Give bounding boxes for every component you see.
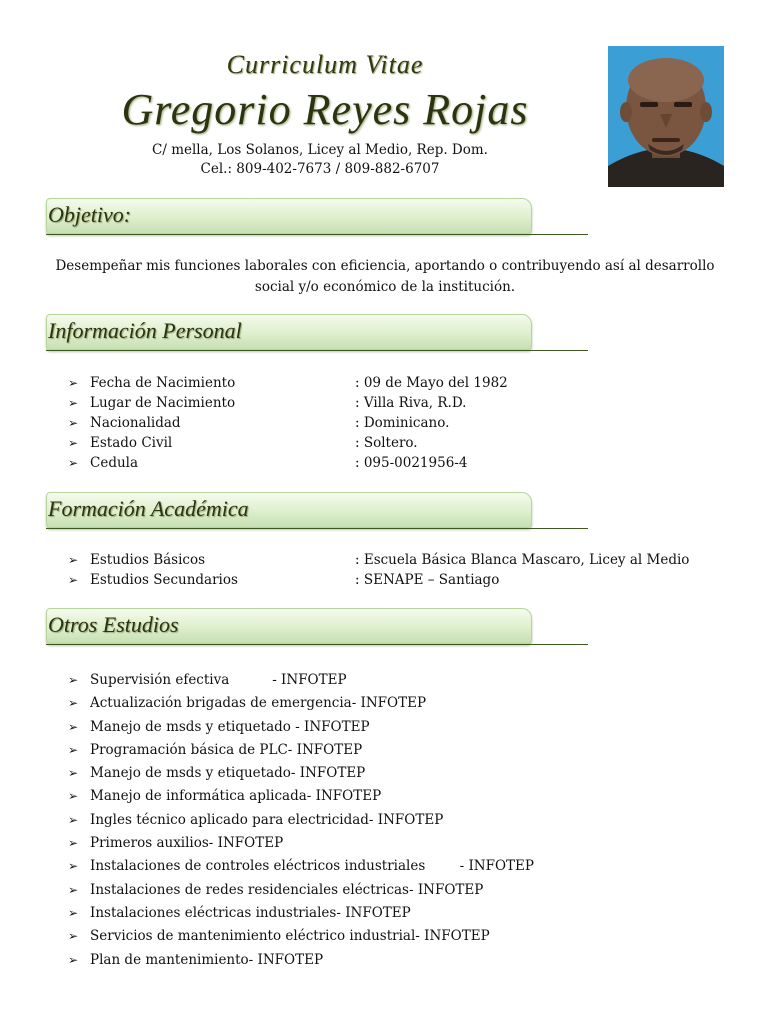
list-item bbox=[68, 925, 534, 948]
study-item: Programación básica de PLC- INFOTEP bbox=[90, 741, 363, 758]
list-item bbox=[68, 716, 534, 739]
list-item bbox=[68, 785, 534, 808]
arrowhead-bullet-icon: ➢ bbox=[68, 952, 79, 967]
list-item bbox=[68, 949, 534, 972]
arrowhead-bullet-icon: ➢ bbox=[68, 416, 79, 430]
list-item bbox=[68, 550, 690, 570]
arrowhead-bullet-icon: ➢ bbox=[68, 376, 79, 390]
arrowhead-bullet-icon: ➢ bbox=[68, 836, 79, 851]
section-title-informacion-personal: Información Personal bbox=[48, 318, 242, 343]
item-label: Fecha de Nacimiento bbox=[90, 375, 236, 391]
study-item: Primeros auxilios- INFOTEP bbox=[90, 835, 284, 852]
study-item: Manejo de msds y etiquetado - INFOTEP bbox=[90, 718, 370, 735]
arrowhead-bullet-icon: ➢ bbox=[68, 456, 79, 470]
item-value: : 095-0021956-4 bbox=[355, 455, 468, 471]
personal-info-list bbox=[68, 373, 508, 473]
arrowhead-bullet-icon: ➢ bbox=[68, 859, 79, 874]
arrowhead-bullet-icon: ➢ bbox=[68, 905, 79, 920]
list-item bbox=[68, 570, 500, 590]
list-item bbox=[68, 453, 468, 473]
study-item: Manejo de msds y etiquetado- INFOTEP bbox=[90, 765, 366, 782]
cv-title: Curriculum Vitae bbox=[226, 50, 424, 79]
study-item: Servicios de mantenimiento eléctrico industrial- INFOTEP bbox=[90, 928, 490, 945]
other-studies-list bbox=[68, 669, 534, 972]
arrowhead-bullet-icon: ➢ bbox=[68, 553, 79, 567]
section-divider bbox=[46, 528, 588, 529]
section-title-otros-estudios: Otros Estudios bbox=[48, 612, 179, 637]
list-item bbox=[68, 855, 534, 878]
study-item: Supervisión efectiva - INFOTEP bbox=[90, 672, 347, 688]
study-item: Instalaciones eléctricas industriales- INFOTEP bbox=[90, 904, 411, 921]
section-header-otros-estudios bbox=[40, 608, 588, 652]
list-item bbox=[68, 669, 534, 692]
section-divider bbox=[46, 350, 588, 351]
arrowhead-bullet-icon: ➢ bbox=[68, 719, 79, 734]
item-label: Lugar de Nacimiento bbox=[90, 395, 236, 411]
list-item bbox=[68, 373, 508, 393]
item-label: Nacionalidad bbox=[90, 415, 181, 431]
list-item bbox=[68, 433, 418, 453]
arrowhead-bullet-icon: ➢ bbox=[68, 436, 79, 450]
item-label: Estudios Secundarios bbox=[90, 572, 238, 588]
item-value: : SENAPE – Santiago bbox=[355, 572, 500, 588]
section-title-formacion-academica: Formación Académica bbox=[48, 496, 249, 521]
list-item bbox=[68, 832, 534, 855]
arrowhead-bullet-icon: ➢ bbox=[68, 742, 79, 757]
list-item bbox=[68, 393, 467, 413]
list-item bbox=[68, 762, 534, 785]
education-list bbox=[68, 550, 690, 590]
item-value: : 09 de Mayo del 1982 bbox=[355, 375, 508, 391]
arrowhead-bullet-icon: ➢ bbox=[68, 789, 79, 804]
section-title-objetivo: Objetivo: bbox=[48, 202, 132, 227]
item-label: Estado Civil bbox=[90, 435, 173, 451]
study-item: Instalaciones de controles eléctricos industriales - INFOTEP bbox=[90, 858, 534, 875]
arrowhead-bullet-icon: ➢ bbox=[68, 882, 79, 897]
study-item: Ingles técnico aplicado para electricidad- INFOTEP bbox=[90, 811, 444, 828]
address-line: C/ mella, Los Solanos, Licey al Medio, Rep. Dom. bbox=[152, 142, 488, 158]
study-item: Manejo de informática aplicada- INFOTEP bbox=[90, 788, 382, 805]
item-value: : Villa Riva, R.D. bbox=[355, 395, 467, 411]
list-item bbox=[68, 739, 534, 762]
phone-line: Cel.: 809-402-7673 / 809-882-6707 bbox=[200, 161, 440, 177]
study-item: Plan de mantenimiento- INFOTEP bbox=[90, 951, 324, 968]
list-item bbox=[68, 879, 534, 902]
profile-photo bbox=[608, 46, 724, 187]
item-label: Cedula bbox=[90, 455, 139, 471]
study-item: Actualización brigadas de emergencia- INFOTEP bbox=[90, 695, 427, 712]
arrowhead-bullet-icon: ➢ bbox=[68, 766, 79, 781]
arrowhead-bullet-icon: ➢ bbox=[68, 929, 79, 944]
profile-photo-illustration bbox=[608, 46, 724, 187]
list-item bbox=[68, 809, 534, 832]
section-header-informacion-personal bbox=[40, 314, 588, 358]
arrowhead-bullet-icon: ➢ bbox=[68, 696, 79, 711]
list-item bbox=[68, 902, 534, 925]
arrowhead-bullet-icon: ➢ bbox=[68, 396, 79, 410]
candidate-name: Gregorio Reyes Rojas bbox=[121, 85, 529, 134]
arrowhead-bullet-icon: ➢ bbox=[68, 573, 79, 587]
item-value: : Soltero. bbox=[355, 435, 418, 451]
list-item bbox=[68, 413, 450, 433]
arrowhead-bullet-icon: ➢ bbox=[68, 673, 79, 687]
section-header-objetivo bbox=[40, 198, 588, 242]
section-divider bbox=[46, 644, 588, 645]
section-divider bbox=[46, 234, 588, 235]
item-label: Estudios Básicos bbox=[90, 552, 206, 568]
arrowhead-bullet-icon: ➢ bbox=[68, 812, 79, 827]
objective-text: Desempeñar mis funciones laborales con eficiencia, aportando o contribuyendo así al desarrollo social y/o económico de la institución. bbox=[55, 258, 715, 295]
item-value: : Dominicano. bbox=[355, 415, 450, 431]
item-value: : Escuela Básica Blanca Mascaro, Licey al Medio bbox=[355, 552, 690, 568]
study-item: Instalaciones de redes residenciales eléctricas- INFOTEP bbox=[90, 881, 484, 898]
section-header-formacion-academica bbox=[40, 492, 588, 536]
list-item bbox=[68, 692, 534, 715]
